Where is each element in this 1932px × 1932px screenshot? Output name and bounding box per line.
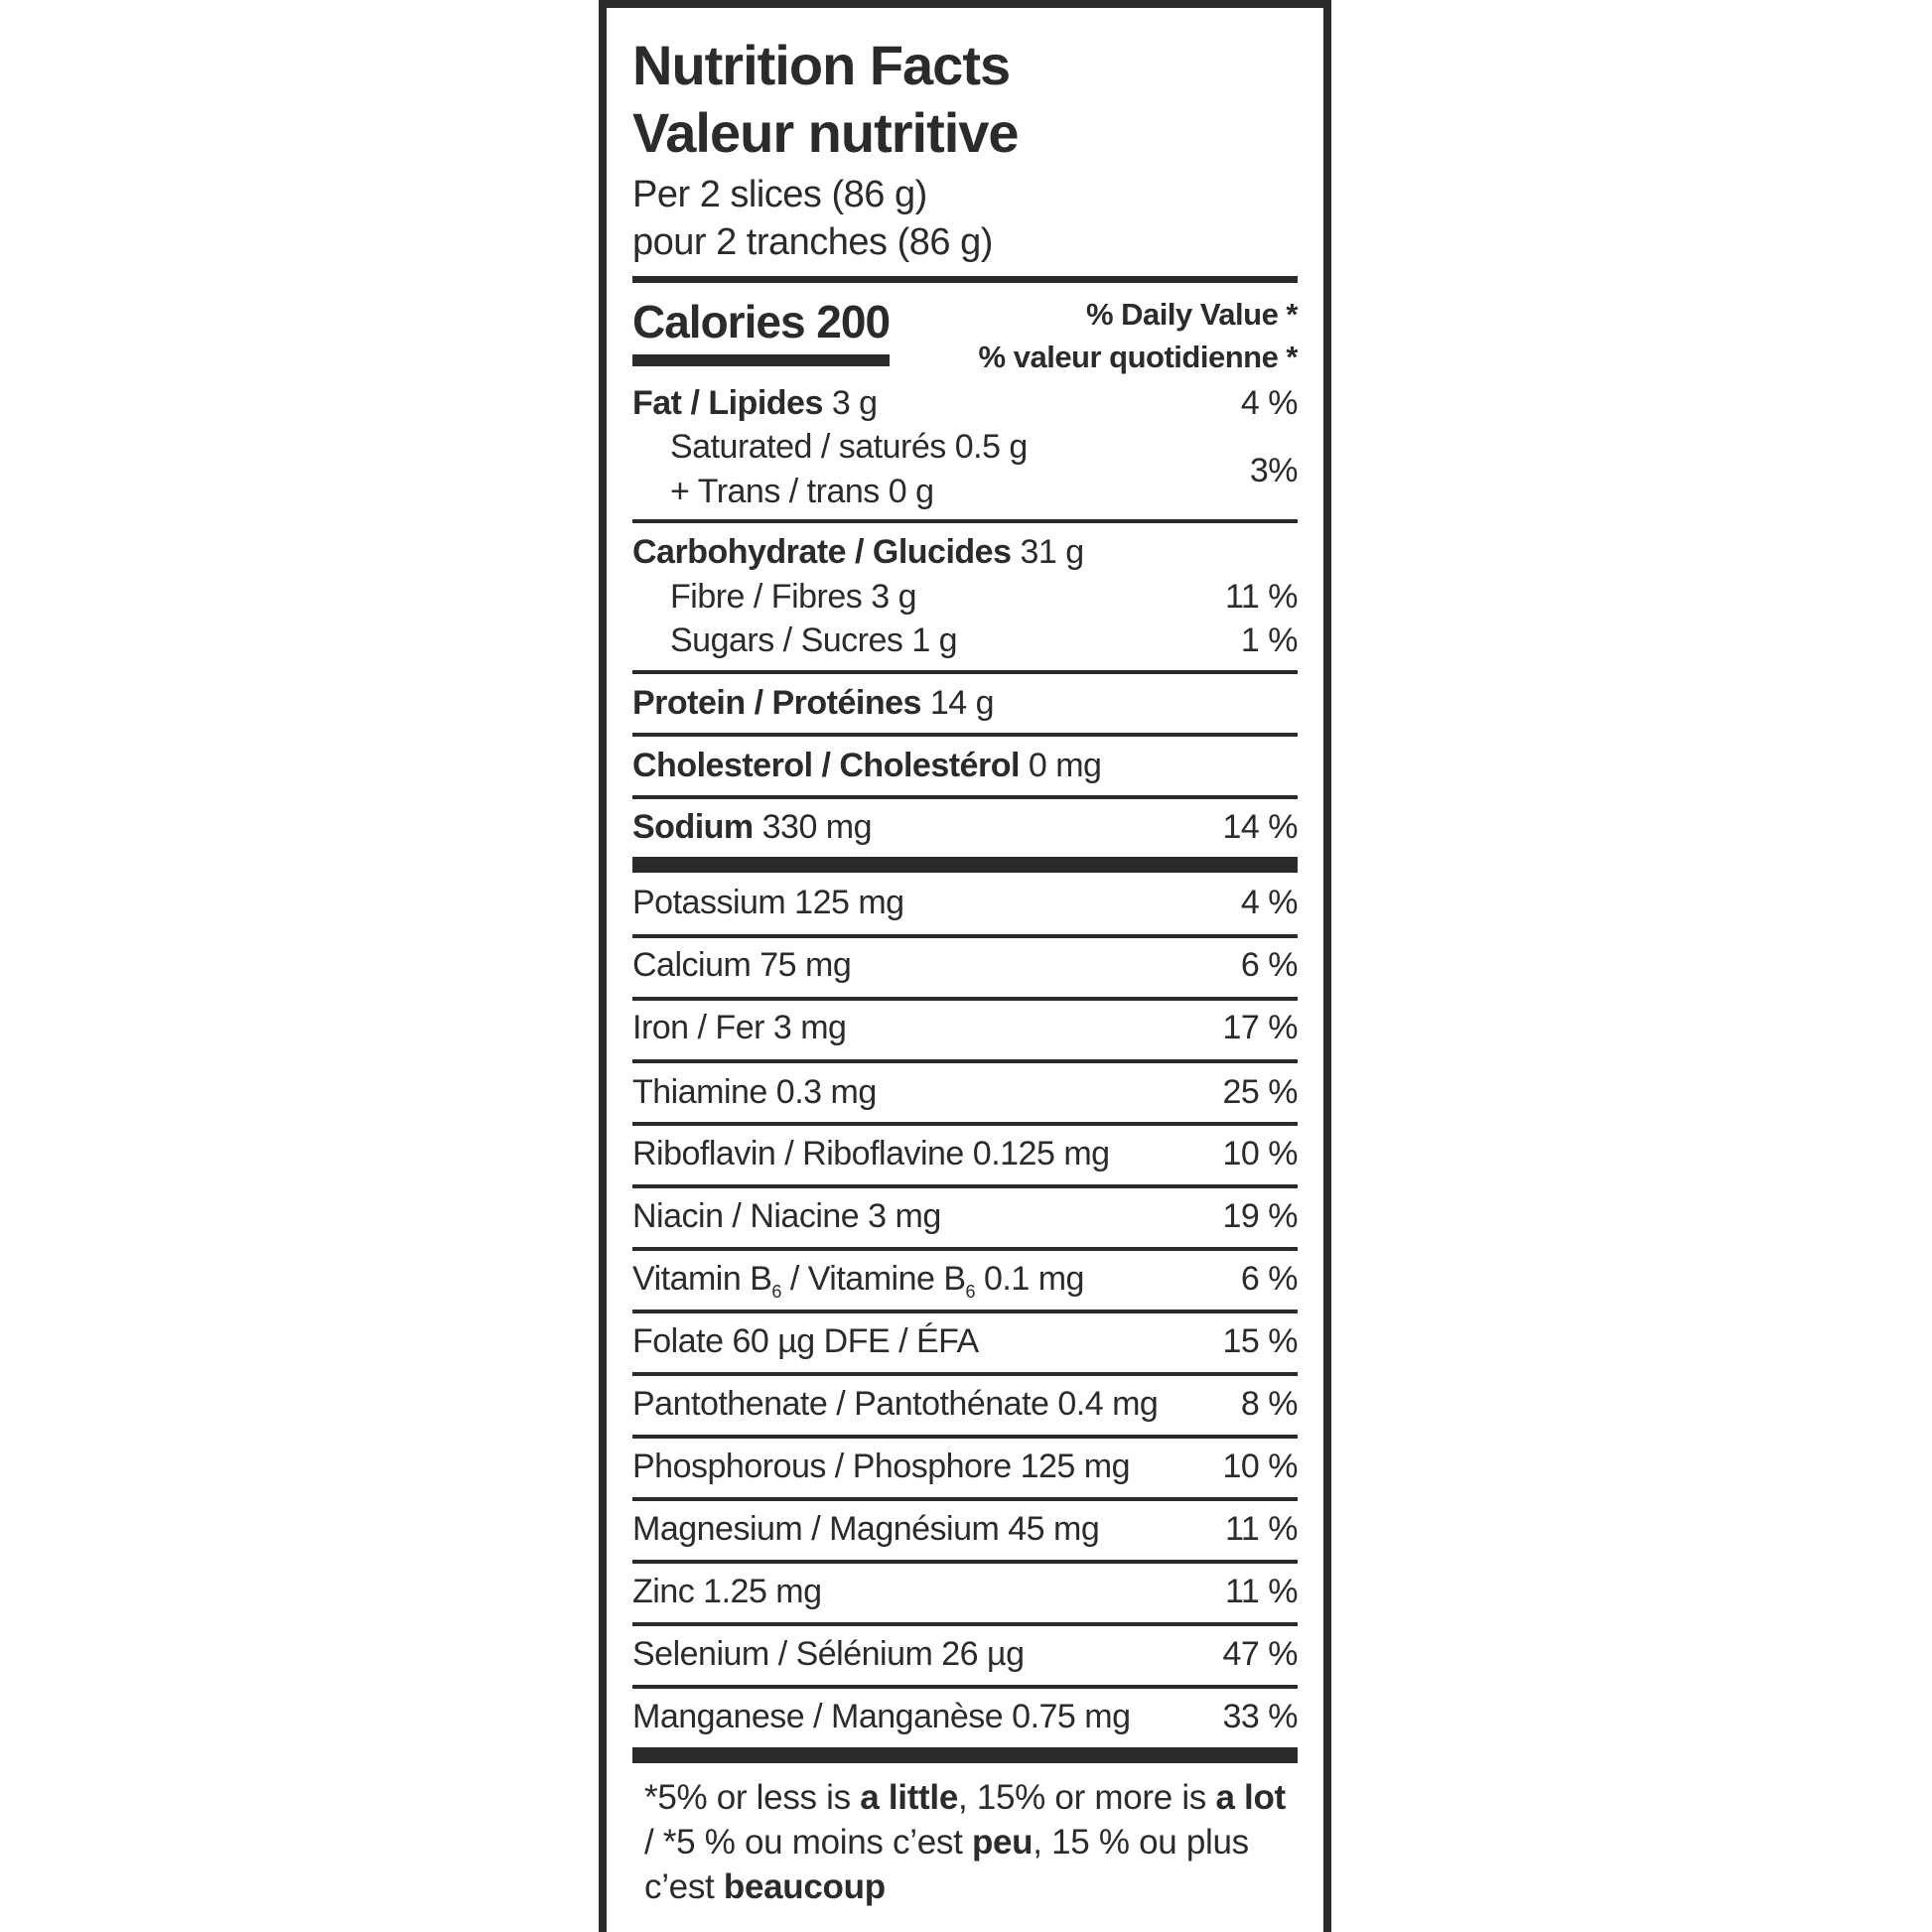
divider xyxy=(632,1310,1298,1313)
nutrient-row-fat xyxy=(632,381,1298,425)
selenium-dv: 47 % xyxy=(1222,1635,1298,1673)
divider-thick xyxy=(632,1747,1298,1763)
divider-thick xyxy=(632,857,1298,873)
nutrient-row-magnesium xyxy=(632,1507,1298,1551)
sugars-dv: 1 % xyxy=(1240,621,1298,659)
nutrient-row-riboflavin xyxy=(632,1132,1298,1175)
divider xyxy=(632,1685,1298,1689)
nutrient-row-potassium xyxy=(632,881,1298,924)
divider xyxy=(632,1622,1298,1626)
riboflavin-dv: 10 % xyxy=(1222,1135,1298,1173)
folate-dv: 15 % xyxy=(1222,1322,1298,1360)
fat-label: Fat / Lipides xyxy=(632,384,823,422)
divider xyxy=(632,670,1298,674)
selenium-label: Selenium / Sélénium 26 µg xyxy=(632,1635,1025,1673)
daily-value-header-fr: % valeur quotidienne * xyxy=(978,340,1298,374)
potassium-dv: 4 % xyxy=(1240,884,1298,921)
nutrient-row-pantothenate xyxy=(632,1382,1298,1426)
nutrient-row-niacin xyxy=(632,1194,1298,1238)
fibre-label: Fibre / Fibres 3 g xyxy=(670,578,916,616)
nutrient-row-fibre xyxy=(632,575,1298,619)
zinc-label: Zinc 1.25 mg xyxy=(632,1573,822,1610)
nutrient-row-sodium xyxy=(632,805,1298,849)
iron-dv: 17 % xyxy=(1222,1009,1298,1046)
pantothenate-dv: 8 % xyxy=(1240,1385,1298,1423)
nutrition-facts-content xyxy=(632,8,1298,1932)
daily-value-header-en: % Daily Value * xyxy=(1085,297,1298,332)
nutrient-row-carbohydrate xyxy=(632,530,1298,574)
title-en: Nutrition Facts xyxy=(632,34,1011,96)
nutrient-row-manganese xyxy=(632,1695,1298,1738)
manganese-label: Manganese / Manganèse 0.75 mg xyxy=(632,1698,1131,1735)
carbohydrate-amount: 31 g xyxy=(1020,533,1084,571)
zinc-dv: 11 % xyxy=(1225,1573,1298,1610)
title-fr: Valeur nutritive xyxy=(632,101,1019,164)
protein-label: Protein / Protéines xyxy=(632,684,921,722)
divider xyxy=(632,1372,1298,1376)
nutrient-row-thiamine xyxy=(632,1070,1298,1114)
thiamine-dv: 25 % xyxy=(1222,1073,1298,1111)
trans-label: + Trans / trans 0 g xyxy=(670,473,934,510)
nutrient-row-sugars xyxy=(632,619,1298,662)
vitamin-b6-label: Vitamin $B_6$ / Vitamine $B_6$ 0.1 mg xyxy=(632,1260,1084,1302)
magnesium-label: Magnesium / Magnésium 45 mg xyxy=(632,1510,1100,1548)
divider xyxy=(632,1247,1298,1251)
saturated-trans-dv: 3% xyxy=(1249,452,1298,489)
divider xyxy=(632,1059,1298,1063)
riboflavin-label: Riboflavin / Riboflavine 0.125 mg xyxy=(632,1135,1110,1173)
sodium-label: Sodium xyxy=(632,808,754,846)
potassium-label: Potassium 125 mg xyxy=(632,884,904,921)
divider-thick xyxy=(632,276,1298,283)
divider xyxy=(632,1497,1298,1501)
nutrient-row-protein xyxy=(632,681,1298,725)
niacin-label: Niacin / Niacine 3 mg xyxy=(632,1197,941,1235)
carbohydrate-label: Carbohydrate / Glucides xyxy=(632,533,1012,571)
phosphorous-label: Phosphorous / Phosphore 125 mg xyxy=(632,1448,1131,1485)
niacin-dv: 19 % xyxy=(1222,1197,1298,1235)
sugars-label: Sugars / Sucres 1 g xyxy=(670,621,958,659)
folate-label: Folate 60 µg DFE / ÉFA xyxy=(632,1322,979,1360)
thiamine-label: Thiamine 0.3 mg xyxy=(632,1073,877,1111)
pantothenate-label: Pantothenate / Pantothénate 0.4 mg xyxy=(632,1385,1159,1423)
protein-amount: 14 g xyxy=(929,684,995,722)
iron-label: Iron / Fer 3 mg xyxy=(632,1009,847,1046)
cholesterol-amount: 0 mg xyxy=(1028,747,1102,784)
serving-size-en: Per 2 slices (86 g) xyxy=(632,174,927,215)
nutrient-row-cholesterol xyxy=(632,744,1298,787)
manganese-dv: 33 % xyxy=(1222,1698,1298,1735)
divider xyxy=(632,997,1298,1001)
saturated-label: Saturated / saturés 0.5 g xyxy=(670,428,1028,466)
cholesterol-label: Cholesterol / Cholestérol xyxy=(632,747,1020,784)
fat-amount: 3 g xyxy=(831,384,878,422)
nutrient-row-vitamin-b6 xyxy=(632,1257,1298,1301)
nutrient-row-iron xyxy=(632,1006,1298,1049)
serving-size-fr: pour 2 tranches (86 g) xyxy=(632,221,993,263)
divider xyxy=(632,795,1298,799)
nutrient-row-folate xyxy=(632,1319,1298,1363)
nutrition-facts-panel xyxy=(599,0,1331,1932)
nutrient-row-phosphorous xyxy=(632,1445,1298,1488)
phosphorous-dv: 10 % xyxy=(1222,1448,1298,1485)
nutrient-row-selenium xyxy=(632,1632,1298,1676)
calcium-label: Calcium 75 mg xyxy=(632,946,852,984)
nutrient-row-zinc xyxy=(632,1570,1298,1613)
sodium-amount: 330 mg xyxy=(761,808,873,846)
calories-bar xyxy=(632,354,890,366)
magnesium-dv: 11 % xyxy=(1225,1510,1298,1548)
divider xyxy=(632,1435,1298,1439)
sodium-dv: 14 % xyxy=(1222,808,1298,846)
vitamin-b6-dv: 6 % xyxy=(1240,1260,1298,1298)
footnote: *5% or less is a little, 15% or more is a lot / *5 % ou moins c’est peu, 15 % ou plus c’est beaucoup xyxy=(644,1778,1286,1906)
saturated-trans-dv-row xyxy=(632,449,1298,492)
nutrient-row-calcium xyxy=(632,943,1298,987)
divider xyxy=(632,1560,1298,1564)
calcium-dv: 6 % xyxy=(1240,946,1298,984)
fat-dv: 4 % xyxy=(1240,384,1298,422)
divider xyxy=(632,934,1298,938)
divider xyxy=(632,519,1298,523)
divider xyxy=(632,733,1298,737)
fibre-dv: 11 % xyxy=(1225,578,1298,616)
calories: Calories 200 xyxy=(632,296,891,347)
divider xyxy=(632,1122,1298,1126)
divider xyxy=(632,1184,1298,1188)
